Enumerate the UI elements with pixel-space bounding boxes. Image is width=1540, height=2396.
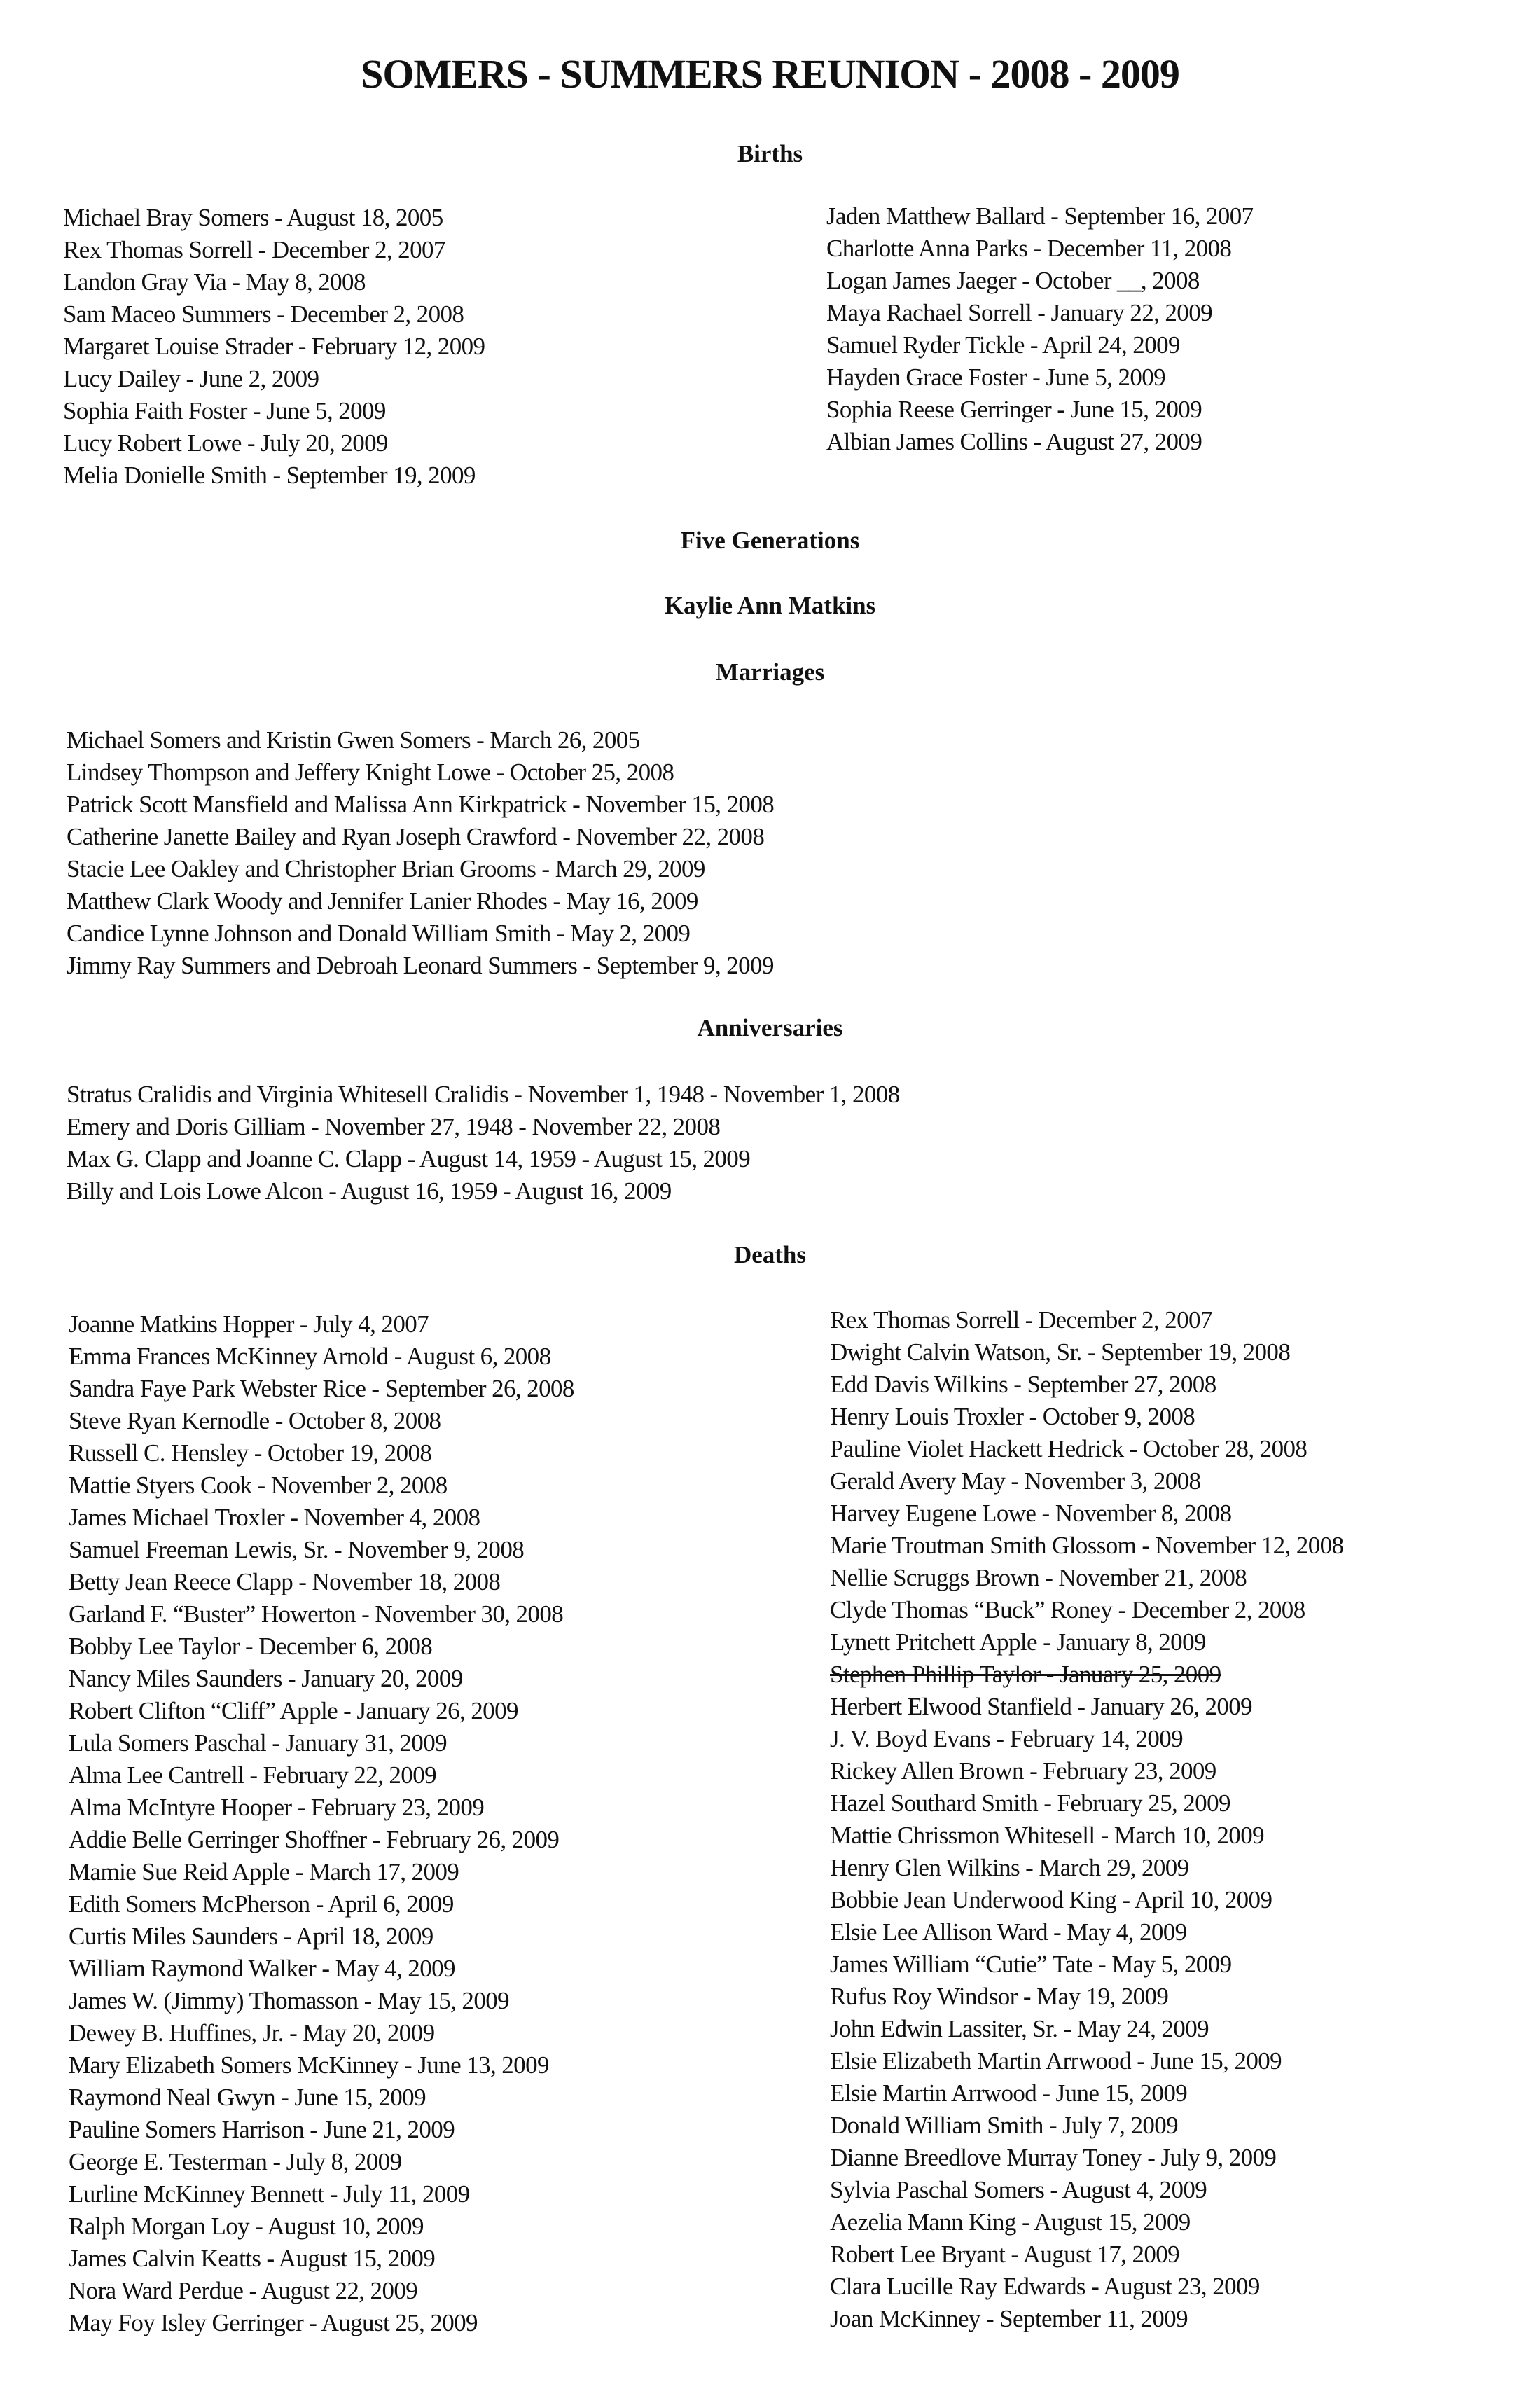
death-entry: Lynett Pritchett Apple - January 8, 2009 <box>830 1628 1206 1656</box>
birth-entry: Margaret Louise Strader - February 12, 2009 <box>63 333 485 360</box>
death-entry: Sylvia Paschal Somers - August 4, 2009 <box>830 2176 1207 2203</box>
anniversary-entry: Max G. Clapp and Joanne C. Clapp - August 14, 1959 - August 15, 2009 <box>67 1145 751 1172</box>
birth-entry: Logan James Jaeger - October __, 2008 <box>826 267 1200 294</box>
death-entry: Robert Lee Bryant - August 17, 2009 <box>830 2241 1180 2268</box>
death-entry: Steve Ryan Kernodle - October 8, 2008 <box>69 1407 441 1434</box>
birth-entry: Sam Maceo Summers - December 2, 2008 <box>63 300 464 328</box>
marriage-entry: Michael Somers and Kristin Gwen Somers - March 26, 2005 <box>67 726 640 754</box>
death-entry: Bobby Lee Taylor - December 6, 2008 <box>69 1633 433 1660</box>
death-entry: Bobbie Jean Underwood King - April 10, 2009 <box>830 1886 1272 1913</box>
death-entry: Dwight Calvin Watson, Sr. - September 19, 2008 <box>830 1338 1291 1366</box>
marriage-entry: Patrick Scott Mansfield and Malissa Ann Kirkpatrick - November 15, 2008 <box>67 791 775 818</box>
death-entry: J. V. Boyd Evans - February 14, 2009 <box>830 1725 1184 1752</box>
death-entry: Edith Somers McPherson - April 6, 2009 <box>69 1890 454 1918</box>
birth-entry: Rex Thomas Sorrell - December 2, 2007 <box>63 236 445 263</box>
death-entry: Joan McKinney - September 11, 2009 <box>830 2305 1188 2332</box>
death-entry: Elsie Lee Allison Ward - May 4, 2009 <box>830 1918 1187 1946</box>
death-entry: Elsie Elizabeth Martin Arrwood - June 15, 2009 <box>830 2047 1282 2075</box>
anniversary-entry: Emery and Doris Gilliam - November 27, 1948 - November 22, 2008 <box>67 1113 721 1140</box>
death-entry: Marie Troutman Smith Glossom - November 12, 2008 <box>830 1532 1344 1559</box>
death-entry: Rex Thomas Sorrell - December 2, 2007 <box>830 1306 1212 1334</box>
death-entry: Lurline McKinney Bennett - July 11, 2009 <box>69 2180 470 2208</box>
anniversaries-list <box>67 1079 900 1207</box>
birth-entry: Albian James Collins - August 27, 2009 <box>826 428 1202 455</box>
death-entry: Nancy Miles Saunders - January 20, 2009 <box>69 1665 463 1692</box>
death-entry: William Raymond Walker - May 4, 2009 <box>69 1955 455 1982</box>
death-entry: Ralph Morgan Loy - August 10, 2009 <box>69 2213 424 2240</box>
marriage-entry: Matthew Clark Woody and Jennifer Lanier Rhodes - May 16, 2009 <box>67 887 698 915</box>
anniversary-entry: Stratus Cralidis and Virginia Whitesell Cralidis - November 1, 1948 - November 1, 2008 <box>67 1081 900 1108</box>
marriage-entry: Lindsey Thompson and Jeffery Knight Lowe - October 25, 2008 <box>67 759 674 786</box>
death-entry: Clyde Thomas “Buck” Roney - December 2, 2008 <box>830 1596 1305 1623</box>
death-entry: Donald William Smith - July 7, 2009 <box>830 2112 1179 2139</box>
death-entry: Rickey Allen Brown - February 23, 2009 <box>830 1757 1216 1785</box>
births-list-left <box>63 202 485 492</box>
birth-entry: Maya Rachael Sorrell - January 22, 2009 <box>826 299 1213 326</box>
death-entry: John Edwin Lassiter, Sr. - May 24, 2009 <box>830 2015 1209 2042</box>
anniversary-entry: Billy and Lois Lowe Alcon - August 16, 1959 - August 16, 2009 <box>67 1177 672 1205</box>
death-entry: James Michael Troxler - November 4, 2008 <box>69 1504 480 1531</box>
births-list-right <box>826 200 1254 458</box>
death-entry: Clara Lucille Ray Edwards - August 23, 2009 <box>830 2273 1260 2300</box>
death-entry: Alma McIntyre Hooper - February 23, 2009 <box>69 1794 485 1821</box>
death-entry: Pauline Somers Harrison - June 21, 2009 <box>69 2116 455 2143</box>
birth-entry: Sophia Reese Gerringer - June 15, 2009 <box>826 396 1202 423</box>
marriages-list <box>67 724 774 982</box>
deaths-heading: Deaths <box>733 1241 807 1268</box>
birth-entry: Sophia Faith Foster - June 5, 2009 <box>63 397 386 424</box>
death-entry: George E. Testerman - July 8, 2009 <box>69 2148 402 2175</box>
death-entry: Robert Clifton “Cliff” Apple - January 26, 2009 <box>69 1697 518 1724</box>
birth-entry: Michael Bray Somers - August 18, 2005 <box>63 204 443 231</box>
death-entry: Hazel Southard Smith - February 25, 2009 <box>830 1789 1230 1817</box>
birth-entry: Jaden Matthew Ballard - September 16, 2007 <box>826 202 1254 230</box>
death-entry: Dewey B. Huffines, Jr. - May 20, 2009 <box>69 2019 435 2047</box>
death-entry: Alma Lee Cantrell - February 22, 2009 <box>69 1761 437 1789</box>
death-entry: Betty Jean Reece Clapp - November 18, 2008 <box>69 1568 501 1595</box>
death-entry: Elsie Martin Arrwood - June 15, 2009 <box>830 2079 1188 2107</box>
death-entry: Gerald Avery May - November 3, 2008 <box>830 1467 1201 1495</box>
births-heading: Births <box>737 140 803 167</box>
death-entry: Raymond Neal Gwyn - June 15, 2009 <box>69 2084 426 2111</box>
deaths-list-left <box>69 1308 574 2339</box>
death-entry: Mary Elizabeth Somers McKinney - June 13, 2009 <box>69 2051 549 2079</box>
birth-entry: Charlotte Anna Parks - December 11, 2008 <box>826 235 1232 262</box>
death-entry: Lula Somers Paschal - January 31, 2009 <box>69 1729 448 1757</box>
marriage-entry: Catherine Janette Bailey and Ryan Joseph Crawford - November 22, 2008 <box>67 823 765 850</box>
death-entry: Mamie Sue Reid Apple - March 17, 2009 <box>69 1858 459 1885</box>
five-generations-name: Kaylie Ann Matkins <box>664 592 876 619</box>
death-entry: Emma Frances McKinney Arnold - August 6, 2008 <box>69 1343 551 1370</box>
death-entry: Harvey Eugene Lowe - November 8, 2008 <box>830 1500 1232 1527</box>
death-entry: Pauline Violet Hackett Hedrick - October 28, 2008 <box>830 1435 1307 1462</box>
marriage-entry: Stacie Lee Oakley and Christopher Brian Grooms - March 29, 2009 <box>67 855 705 882</box>
death-entry: Aezelia Mann King - August 15, 2009 <box>830 2208 1191 2236</box>
death-entry: Samuel Freeman Lewis, Sr. - November 9, 2008 <box>69 1536 525 1563</box>
death-entry: Edd Davis Wilkins - September 27, 2008 <box>830 1371 1216 1398</box>
deaths-list-right <box>830 1304 1343 2335</box>
birth-entry: Melia Donielle Smith - September 19, 2009 <box>63 462 476 489</box>
anniversaries-heading: Anniversaries <box>697 1014 843 1041</box>
death-entry: Rufus Roy Windsor - May 19, 2009 <box>830 1983 1169 2010</box>
marriages-heading: Marriages <box>715 658 825 686</box>
five-generations-heading: Five Generations <box>680 527 860 554</box>
death-entry: Herbert Elwood Stanfield - January 26, 2009 <box>830 1693 1253 1720</box>
birth-entry: Samuel Ryder Tickle - April 24, 2009 <box>826 331 1180 359</box>
death-entry: Sandra Faye Park Webster Rice - September 26, 2008 <box>69 1375 574 1402</box>
birth-entry: Lucy Robert Lowe - July 20, 2009 <box>63 429 388 457</box>
death-entry-struck: Stephen Phillip Taylor - January 25, 2009 <box>830 1661 1221 1688</box>
death-entry: Henry Louis Troxler - October 9, 2008 <box>830 1403 1195 1430</box>
death-entry: Nora Ward Perdue - August 22, 2009 <box>69 2277 418 2304</box>
birth-entry: Landon Gray Via - May 8, 2008 <box>63 268 366 296</box>
death-entry: Mattie Chrissmon Whitesell - March 10, 2009 <box>830 1822 1264 1849</box>
death-entry: Curtis Miles Saunders - April 18, 2009 <box>69 1923 433 1950</box>
birth-entry: Hayden Grace Foster - June 5, 2009 <box>826 363 1166 391</box>
death-entry: Dianne Breedlove Murray Toney - July 9, 2009 <box>830 2144 1277 2171</box>
death-entry: James Calvin Keatts - August 15, 2009 <box>69 2245 436 2272</box>
page-title: SOMERS - SUMMERS REUNION - 2008 - 2009 <box>361 51 1179 97</box>
death-entry: Joanne Matkins Hopper - July 4, 2007 <box>69 1310 429 1338</box>
death-entry: Garland F. “Buster” Howerton - November 30, 2008 <box>69 1600 564 1628</box>
marriage-entry: Jimmy Ray Summers and Debroah Leonard Summers - September 9, 2009 <box>67 952 774 979</box>
death-entry: May Foy Isley Gerringer - August 25, 2009 <box>69 2309 478 2336</box>
death-entry: Russell C. Hensley - October 19, 2008 <box>69 1439 432 1467</box>
death-entry: Nellie Scruggs Brown - November 21, 2008 <box>830 1564 1247 1591</box>
marriage-entry: Candice Lynne Johnson and Donald William Smith - May 2, 2009 <box>67 920 691 947</box>
birth-entry: Lucy Dailey - June 2, 2009 <box>63 365 319 392</box>
death-entry: James William “Cutie” Tate - May 5, 2009 <box>830 1951 1232 1978</box>
death-entry: Mattie Styers Cook - November 2, 2008 <box>69 1471 448 1499</box>
death-entry: James W. (Jimmy) Thomasson - May 15, 2009 <box>69 1987 510 2014</box>
death-entry: Henry Glen Wilkins - March 29, 2009 <box>830 1854 1189 1881</box>
death-entry: Addie Belle Gerringer Shoffner - February 26, 2009 <box>69 1826 560 1853</box>
